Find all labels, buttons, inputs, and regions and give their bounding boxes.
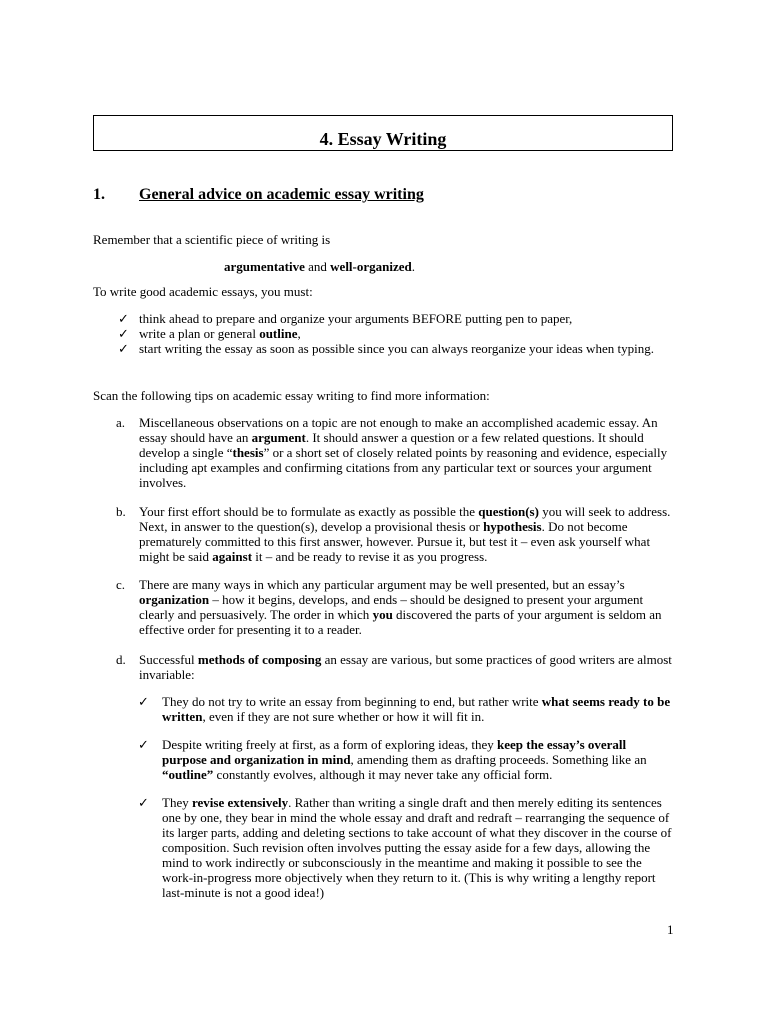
tip-d-text-2: an essay are various, but some practices of good writers are almost invariable: [139, 652, 672, 682]
subtip-3-text-2: . Rather than writing a single draft and then merely editing its sentences one by one, they bear in mind the whole essay and draft and redraft – rearranging the sequence of its larger parts, adding and deleting sections to take account of what they discover in the course of composition. Such revision often involves putting the essay aside for a few days, allowing the mind to work indirectly or subconsciously in the meantime and making it possible to see the work-in-progress more objectively when they return to it. (This is why writing a lengthy report last-minute is not a good idea!) [162, 795, 672, 900]
tip-b-bold-against: against [212, 549, 253, 564]
tip-d-text-1: Successful [139, 652, 198, 667]
checklist-item-text-post: , [297, 326, 301, 341]
tip-c-text-1: There are many ways in which any particular argument may be well presented, but an essay’s [139, 577, 625, 592]
checklist-item-text: start writing the essay as soon as possible since you can always reorganize your ideas when typing. [139, 341, 654, 356]
subtip-3-bold-revise: revise extensively [191, 795, 289, 810]
subtip-text [162, 737, 674, 782]
checklist-item [118, 326, 699, 341]
section-number: 1. [93, 186, 105, 203]
tip-c-bold-organization: organization [139, 592, 210, 607]
checklist-item-text [139, 326, 301, 341]
subtip-2-bold-outline: “outline” [162, 767, 214, 782]
tip-text [139, 504, 679, 564]
subtip-2-bold-purpose: keep the essay’s overall purpose and organization in mind [162, 737, 627, 767]
subtip-2-text-3: constantly evolves, although it may never take any official form. [213, 767, 553, 782]
checklist [118, 311, 699, 356]
tip-letter: b. [116, 504, 126, 519]
checklist-item-bold-outline: outline [259, 326, 298, 341]
tip-letter: d. [116, 652, 126, 667]
subtip-1-text-1: They do not try to write an essay from beginning to end, but rather write [162, 694, 542, 709]
tip-a-text-1: Miscellaneous observations on a topic are not enough to make an accomplished academic essay. An essay should have an [139, 415, 658, 445]
checklist-item [118, 311, 699, 326]
tip-b-bold-questions: question(s) [478, 504, 539, 519]
page-number: 1 [667, 922, 674, 937]
subtip-text [162, 694, 674, 724]
tip-a-bold-argument: argument [251, 430, 306, 445]
subtip-2-text-2: , amending them as drafting proceeds. Something like an [350, 752, 647, 767]
tip-letter: c. [116, 577, 126, 592]
intro-and: and [304, 259, 331, 274]
intro-must-line: To write good academic essays, you must: [93, 284, 313, 299]
tip-c-text-2: – how it begins, develops, and ends – should be designed to present your argument clearly and persuasively. The order in which [139, 592, 644, 622]
chapter-title: 4. Essay Writing [319, 129, 447, 149]
checkmark-icon: ✓ [138, 737, 149, 752]
checklist-item [118, 341, 699, 356]
checkmark-icon: ✓ [118, 341, 129, 356]
checkmark-icon: ✓ [118, 311, 129, 326]
tip-a-text-3: ” or a short set of closely related points by reasoning and evidence, especially including apt examples and confirming citations from any particular text or sources your argument involves. [139, 445, 668, 490]
checkmark-icon: ✓ [138, 795, 149, 810]
tip-text [139, 652, 679, 682]
checkmark-icon: ✓ [118, 326, 129, 341]
subtip-1-text-2: , even if they are not sure whether or how it will fit in. [202, 709, 485, 724]
checkmark-icon: ✓ [138, 694, 149, 709]
tip-d-bold-methods: methods of composing [197, 652, 322, 667]
intro-period: . [411, 259, 415, 274]
chapter-title-box [93, 115, 673, 151]
subtip-2-text-1: Despite writing freely at first, as a form of exploring ideas, they [162, 737, 498, 752]
intro-bold-well-organized: well-organized [330, 259, 412, 274]
tip-b-text-1: Your first effort should be to formulate as exactly as possible the [139, 504, 479, 519]
tip-b-text-4: it – and be ready to revise it as you progress. [252, 549, 488, 564]
tip-b-text-3: . Do not become prematurely committed to this first answer, however. Pursue it, but test it – even ask yourself what might be said [139, 519, 651, 564]
tip-letter: a. [116, 415, 126, 430]
tip-text [139, 415, 679, 490]
subtip-1-bold: what seems ready to be written [162, 694, 671, 724]
tip-text [139, 577, 679, 637]
tip-c-text-3: discovered the parts of your argument is seldom an effective order for presenting it to a reader. [139, 607, 662, 637]
checklist-item-text: think ahead to prepare and organize your arguments BEFORE putting pen to paper, [139, 311, 573, 326]
intro-bold-argumentative: argumentative [224, 259, 305, 274]
checklist-item-text-pre: write a plan or general [139, 326, 260, 341]
scan-tips-line: Scan the following tips on academic essay writing to find more information: [93, 388, 490, 403]
tip-a-bold-thesis: thesis [232, 445, 264, 460]
tip-a-text-2: . It should answer a question or a few related questions. It should develop a single “ [139, 430, 644, 460]
intro-line: Remember that a scientific piece of writing is [93, 232, 331, 247]
subtip-text [162, 795, 674, 900]
tip-b-text-2: you will seek to address. Next, in answer to the question(s), develop a provisional thesis or [139, 504, 671, 534]
tip-c-bold-you: you [372, 607, 393, 622]
section-title: General advice on academic essay writing [139, 186, 424, 203]
tip-b-bold-hypothesis: hypothesis [483, 519, 542, 534]
subtip-3-text-1: They [162, 795, 192, 810]
intro-emphasis [224, 259, 415, 274]
